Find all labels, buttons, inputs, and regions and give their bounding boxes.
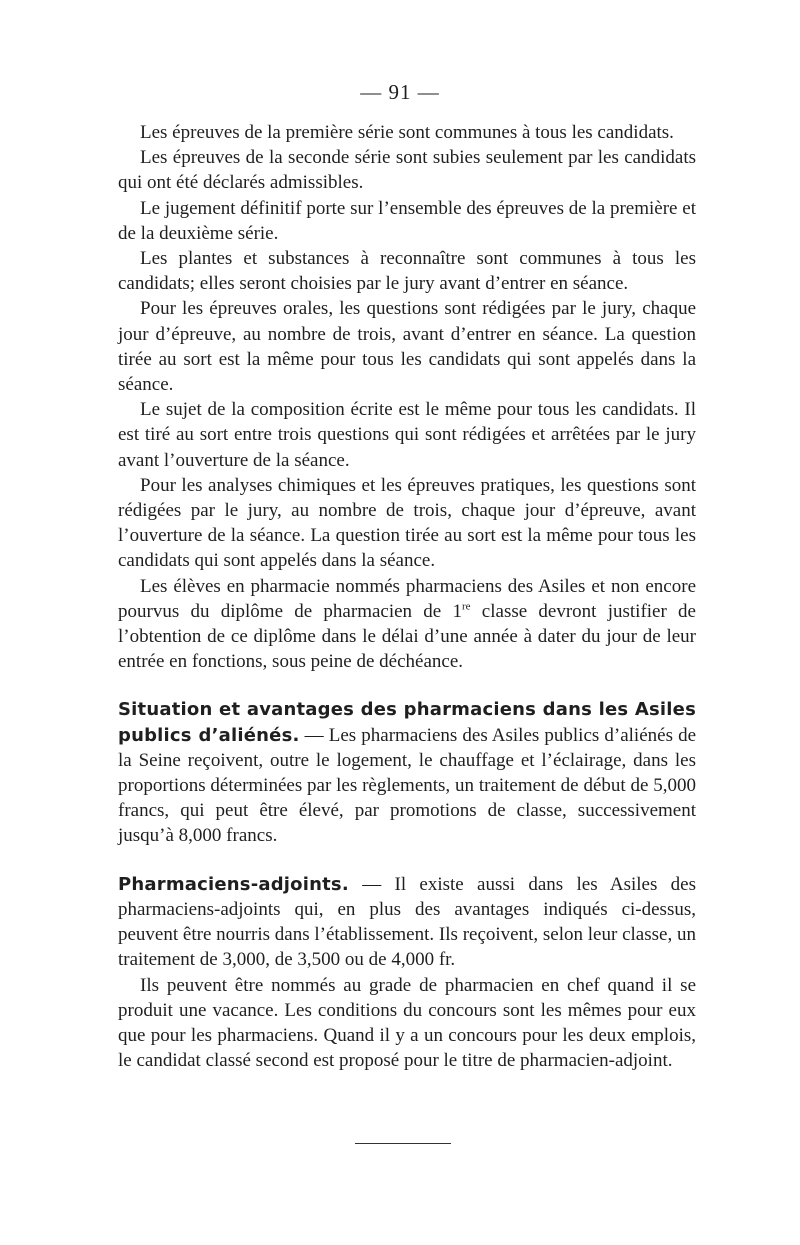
paragraph-premiere-serie: Les épreuves de la première série sont communes à tous les candidats. bbox=[140, 122, 674, 143]
eleves-text-after: classe devront justifier de l’obtention de ce diplôme dans le délai d’une année à dater du jour de leur entrée en fonctions, sous peine de déchéance. bbox=[118, 600, 696, 673]
paragraph-jugement: Le jugement définitif porte sur l’ensemble des épreuves de la première et de la deuxième série. bbox=[118, 197, 696, 244]
end-rule bbox=[355, 1143, 451, 1144]
section-situation-text: — Les pharmaciens des Asiles publics d’aliénés de la Seine reçoivent, outre le logement, le chauffage et l’éclairage, dans les proportions déterminées par les règlements, un traitement de début de 5,000 francs, qui peut être élevé, par promotions de classe, successivement jusqu’à 8,000 francs. bbox=[118, 724, 696, 847]
section-heading-adjoints: Pharmaciens-adjoints. bbox=[118, 873, 349, 895]
section-adjoints bbox=[118, 872, 696, 973]
paragraph-epreuves-orales: Pour les épreuves orales, les questions sont rédigées par le jury, chaque jour d’épreuve, au nombre de trois, avant d’entrer en séance. La question tirée au sort est la même pour tous les candidats qui sont appelés dans la séance. bbox=[118, 298, 696, 396]
section-situation bbox=[118, 697, 696, 848]
paragraph-eleves bbox=[118, 574, 696, 675]
paragraph-plantes: Les plantes et substances à reconnaître sont communes à tous les candidats; elles seront choisies par le jury avant d’entrer en séance. bbox=[118, 248, 696, 295]
body-text bbox=[118, 120, 696, 1073]
eleves-text-before: Les élèves en pharmacie nommés pharmaciens des Asiles et non encore pourvus du diplôme de pharmacien de 1 bbox=[118, 575, 696, 622]
section-heading-situation: Situation et avantages des pharmaciens dans les Asiles publics d’aliénés. bbox=[118, 699, 696, 746]
paragraph-analyses-chimiques: Pour les analyses chimiques et les épreuves pratiques, les questions sont rédigées par le jury, au nombre de trois, chaque jour d’épreuve, avant l’ouverture de la séance. La question tirée au sort est la même pour tous les candidats qui sont appelés dans la séance. bbox=[118, 474, 696, 572]
premiere-superscript: re bbox=[462, 600, 471, 613]
page-number: — 91 — bbox=[360, 80, 440, 104]
paragraph-nomination: Ils peuvent être nommés au grade de pharmacien en chef quand il se produit une vacance. Les conditions du concours sont les mêmes pour eux que pour les pharmaciens. Quand il y a un concours pour les deux emplois, le candidat classé second est proposé pour le titre de pharmacien-adjoint. bbox=[118, 974, 696, 1072]
paragraph-seconde-serie: Les épreuves de la seconde série sont subies seulement par les candidats qui ont été déclarés admissibles. bbox=[118, 147, 696, 194]
section-adjoints-text: — Il existe aussi dans les Asiles des pharmaciens-adjoints qui, en plus des avantages indiqués ci-dessus, peuvent être nourris dans l’établissement. Ils reçoivent, selon leur classe, un traitement de 3,000, de 3,500 ou de 4,000 fr. bbox=[118, 873, 696, 971]
paragraph-composition-ecrite: Le sujet de la composition écrite est le même pour tous les candidats. Il est tiré au sort entre trois questions qui sont rédigées et arrêtées par le jury avant l’ouverture de la séance. bbox=[118, 399, 696, 471]
